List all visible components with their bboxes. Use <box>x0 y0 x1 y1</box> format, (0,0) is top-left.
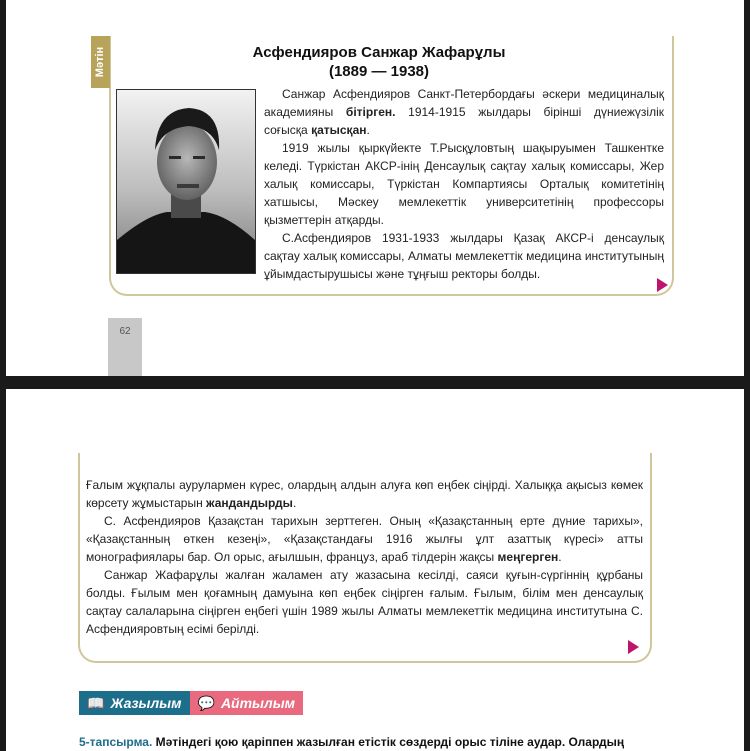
tab-label: Айтылым <box>220 695 296 711</box>
bold-verb: жандандырды <box>206 496 293 510</box>
paragraph <box>86 476 643 512</box>
text-run: С. Асфендияров Қазақстан тарихын зерттеген. Оның «Қазақстанның ерте дүние тарихы», «Қазақстанның өткен кезеңі», «Қазақстандағы 1916 жылғы ұлт азаттық күресі» атты монографиялары бар. Ол орыс, ағылшын, француз, араб тілдерін жақсы <box>86 514 643 564</box>
tab-speaking[interactable] <box>190 691 304 715</box>
text-run: . <box>558 550 562 564</box>
paragraph <box>86 512 643 566</box>
page-number: 62 <box>108 318 142 376</box>
text-run: 1914-1915 жылдары бірінші дүниежүзілік соғысқа <box>264 105 664 137</box>
textbook-page-top <box>6 0 744 376</box>
paragraph: Санжар Жафарұлы жалған жаламен ату жазасына кесілді, саяси қуғын-сүргіннің құрбаны болды. Ғылым мен қоғамның дамуына көп еңбек сіңірген ғалым. Ғылым, білім мен денсаулық сақтау салаларына сіңірген еңбегі үшін 1989 жылы Алматы мемлекеттік медицина институтына С. Асфендияровтың есімі берілді. <box>86 568 643 636</box>
textbook-page-bottom <box>6 389 744 751</box>
title-years: (1889 — 1938) <box>328 63 430 80</box>
biography-title <box>234 43 524 81</box>
title-name: Асфендияров Санжар Жафарұлы <box>252 44 506 61</box>
task-text: Мәтіндегі қою қаріппен жазылған етістік сөздерді орыс тіліне аудар. Олардың <box>152 735 625 749</box>
paragraph: 1919 жылы қыркүйекте Т.Рысқұловтың шақыруымен Ташкентке келеді. Түркістан АКСР-інің Денсаулық сақтау халық комиссары, Жер халық комиссары, Түркістан Компартиясы Орталық комитетінің хатшысы, Мәскеу мемлекеттік университетінің профессоры қызметтерін атқарды. <box>264 141 664 227</box>
tab-writing[interactable] <box>79 691 190 715</box>
book-icon: 📖 <box>87 694 105 711</box>
biography-text-continued <box>86 476 643 638</box>
paragraph <box>264 85 664 139</box>
section-tab-text <box>91 36 110 88</box>
biography-text <box>264 85 664 283</box>
text-run: . <box>292 496 297 510</box>
task-instruction <box>79 734 719 751</box>
text-run: Санжар Асфендияров Санкт-Петербордағы әскери медициналық академияны <box>264 87 664 119</box>
portrait-photo <box>116 89 256 274</box>
section-tab-label: Мәтін <box>94 46 107 78</box>
text-run: Ғалым жұқпалы аурулармен күрес, олардың алдын алуға көп еңбек сіңірді. Халыққа ақысыз көмек көрсету жұмыстарын <box>86 478 643 510</box>
next-arrow-icon[interactable] <box>628 640 639 654</box>
task-number: 5-тапсырма. <box>79 735 153 749</box>
activity-tabs <box>79 691 303 715</box>
bold-verb: бітірген. <box>345 105 396 119</box>
bold-verb: қатысқан <box>311 123 367 137</box>
speech-icon: 💬 <box>197 694 215 711</box>
tab-label: Жазылым <box>110 695 182 711</box>
text-run: . <box>366 123 370 137</box>
bold-verb: меңгерген <box>497 550 559 564</box>
next-arrow-icon[interactable] <box>657 278 668 292</box>
paragraph: С.Асфендияров 1931-1933 жылдары Қазақ АКСР-і денсаулық сақтау халық комиссары, Алматы мемлекеттік медицина институтының ұйымдастырушысы және тұңғыш ректоры болды. <box>264 231 664 281</box>
